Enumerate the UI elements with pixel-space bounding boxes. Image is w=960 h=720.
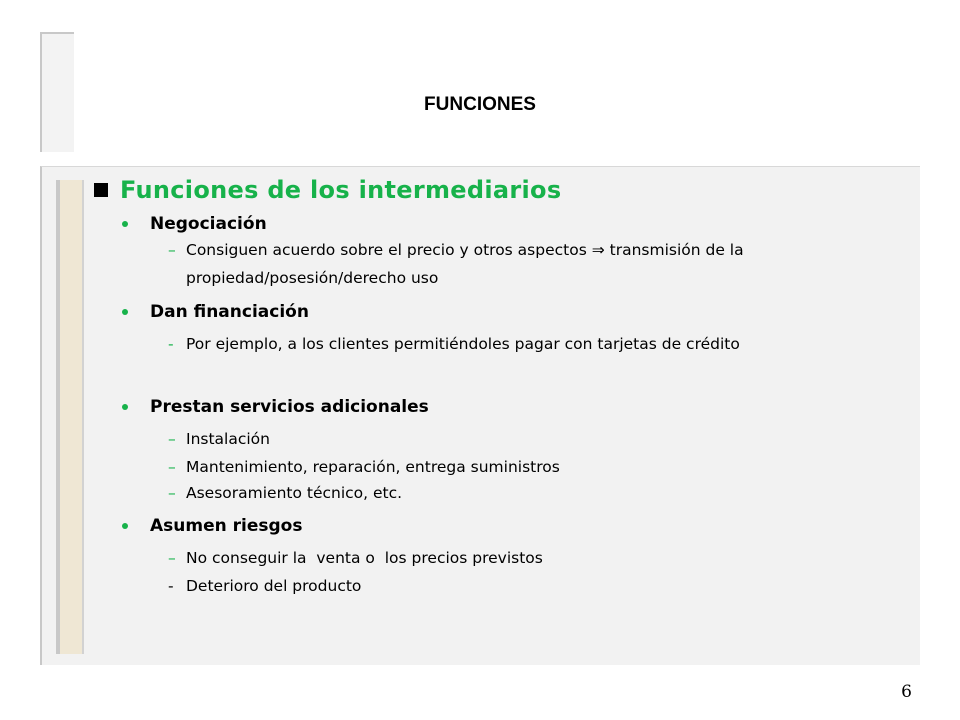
sub-item-text: Asesoramiento técnico, etc. xyxy=(186,484,403,502)
bullet-label: Prestan servicios adicionales xyxy=(150,397,429,417)
bullet-servicios xyxy=(122,397,429,417)
bullet-label: Negociación xyxy=(150,214,267,234)
sub-item xyxy=(168,479,402,507)
page-title: FUNCIONES xyxy=(424,94,536,115)
sub-item-text: Por ejemplo, a los clientes permitiéndoles pagar con tarjetas de crédito xyxy=(186,335,740,353)
bullet-dot-icon xyxy=(122,309,128,315)
bullet-label: Asumen riesgos xyxy=(150,516,303,536)
bullet-riesgos xyxy=(122,516,302,536)
dash-marker: – xyxy=(168,484,176,502)
left-decorative-stripe xyxy=(56,180,84,654)
section-heading xyxy=(94,174,561,206)
bullet-dot-icon xyxy=(122,221,128,227)
sub-item xyxy=(168,330,740,358)
sub-item xyxy=(168,544,543,572)
bullet-dot-icon xyxy=(122,523,128,529)
bullet-negociacion xyxy=(122,214,267,234)
dash-marker: - xyxy=(168,335,174,353)
sub-item xyxy=(168,453,560,481)
bullet-dot-icon xyxy=(122,404,128,410)
dash-marker: - xyxy=(168,577,174,595)
sub-item xyxy=(168,236,886,292)
sub-item xyxy=(168,572,361,600)
sub-item xyxy=(168,425,270,453)
dash-marker: – xyxy=(168,241,176,259)
sub-item-text: Consiguen acuerdo sobre el precio y otros aspectos ⇒ transmisión de la propiedad/posesión/derecho uso xyxy=(186,241,744,287)
dash-marker: – xyxy=(168,430,176,448)
dash-marker: – xyxy=(168,549,176,567)
square-bullet-icon xyxy=(94,183,108,197)
sub-item-text: Mantenimiento, reparación, entrega suministros xyxy=(186,458,560,476)
heading-text: Funciones de los intermediarios xyxy=(120,176,562,204)
sub-item-text: Deterioro del producto xyxy=(186,577,362,595)
dash-marker: – xyxy=(168,458,176,476)
bullet-financiacion xyxy=(122,302,309,322)
top-decoration xyxy=(40,32,74,152)
page-number: 6 xyxy=(901,682,912,702)
sub-item-text: Instalación xyxy=(186,430,270,448)
bullet-label: Dan financiación xyxy=(150,302,309,322)
sub-item-text: No conseguir la venta o los precios previstos xyxy=(186,549,543,567)
